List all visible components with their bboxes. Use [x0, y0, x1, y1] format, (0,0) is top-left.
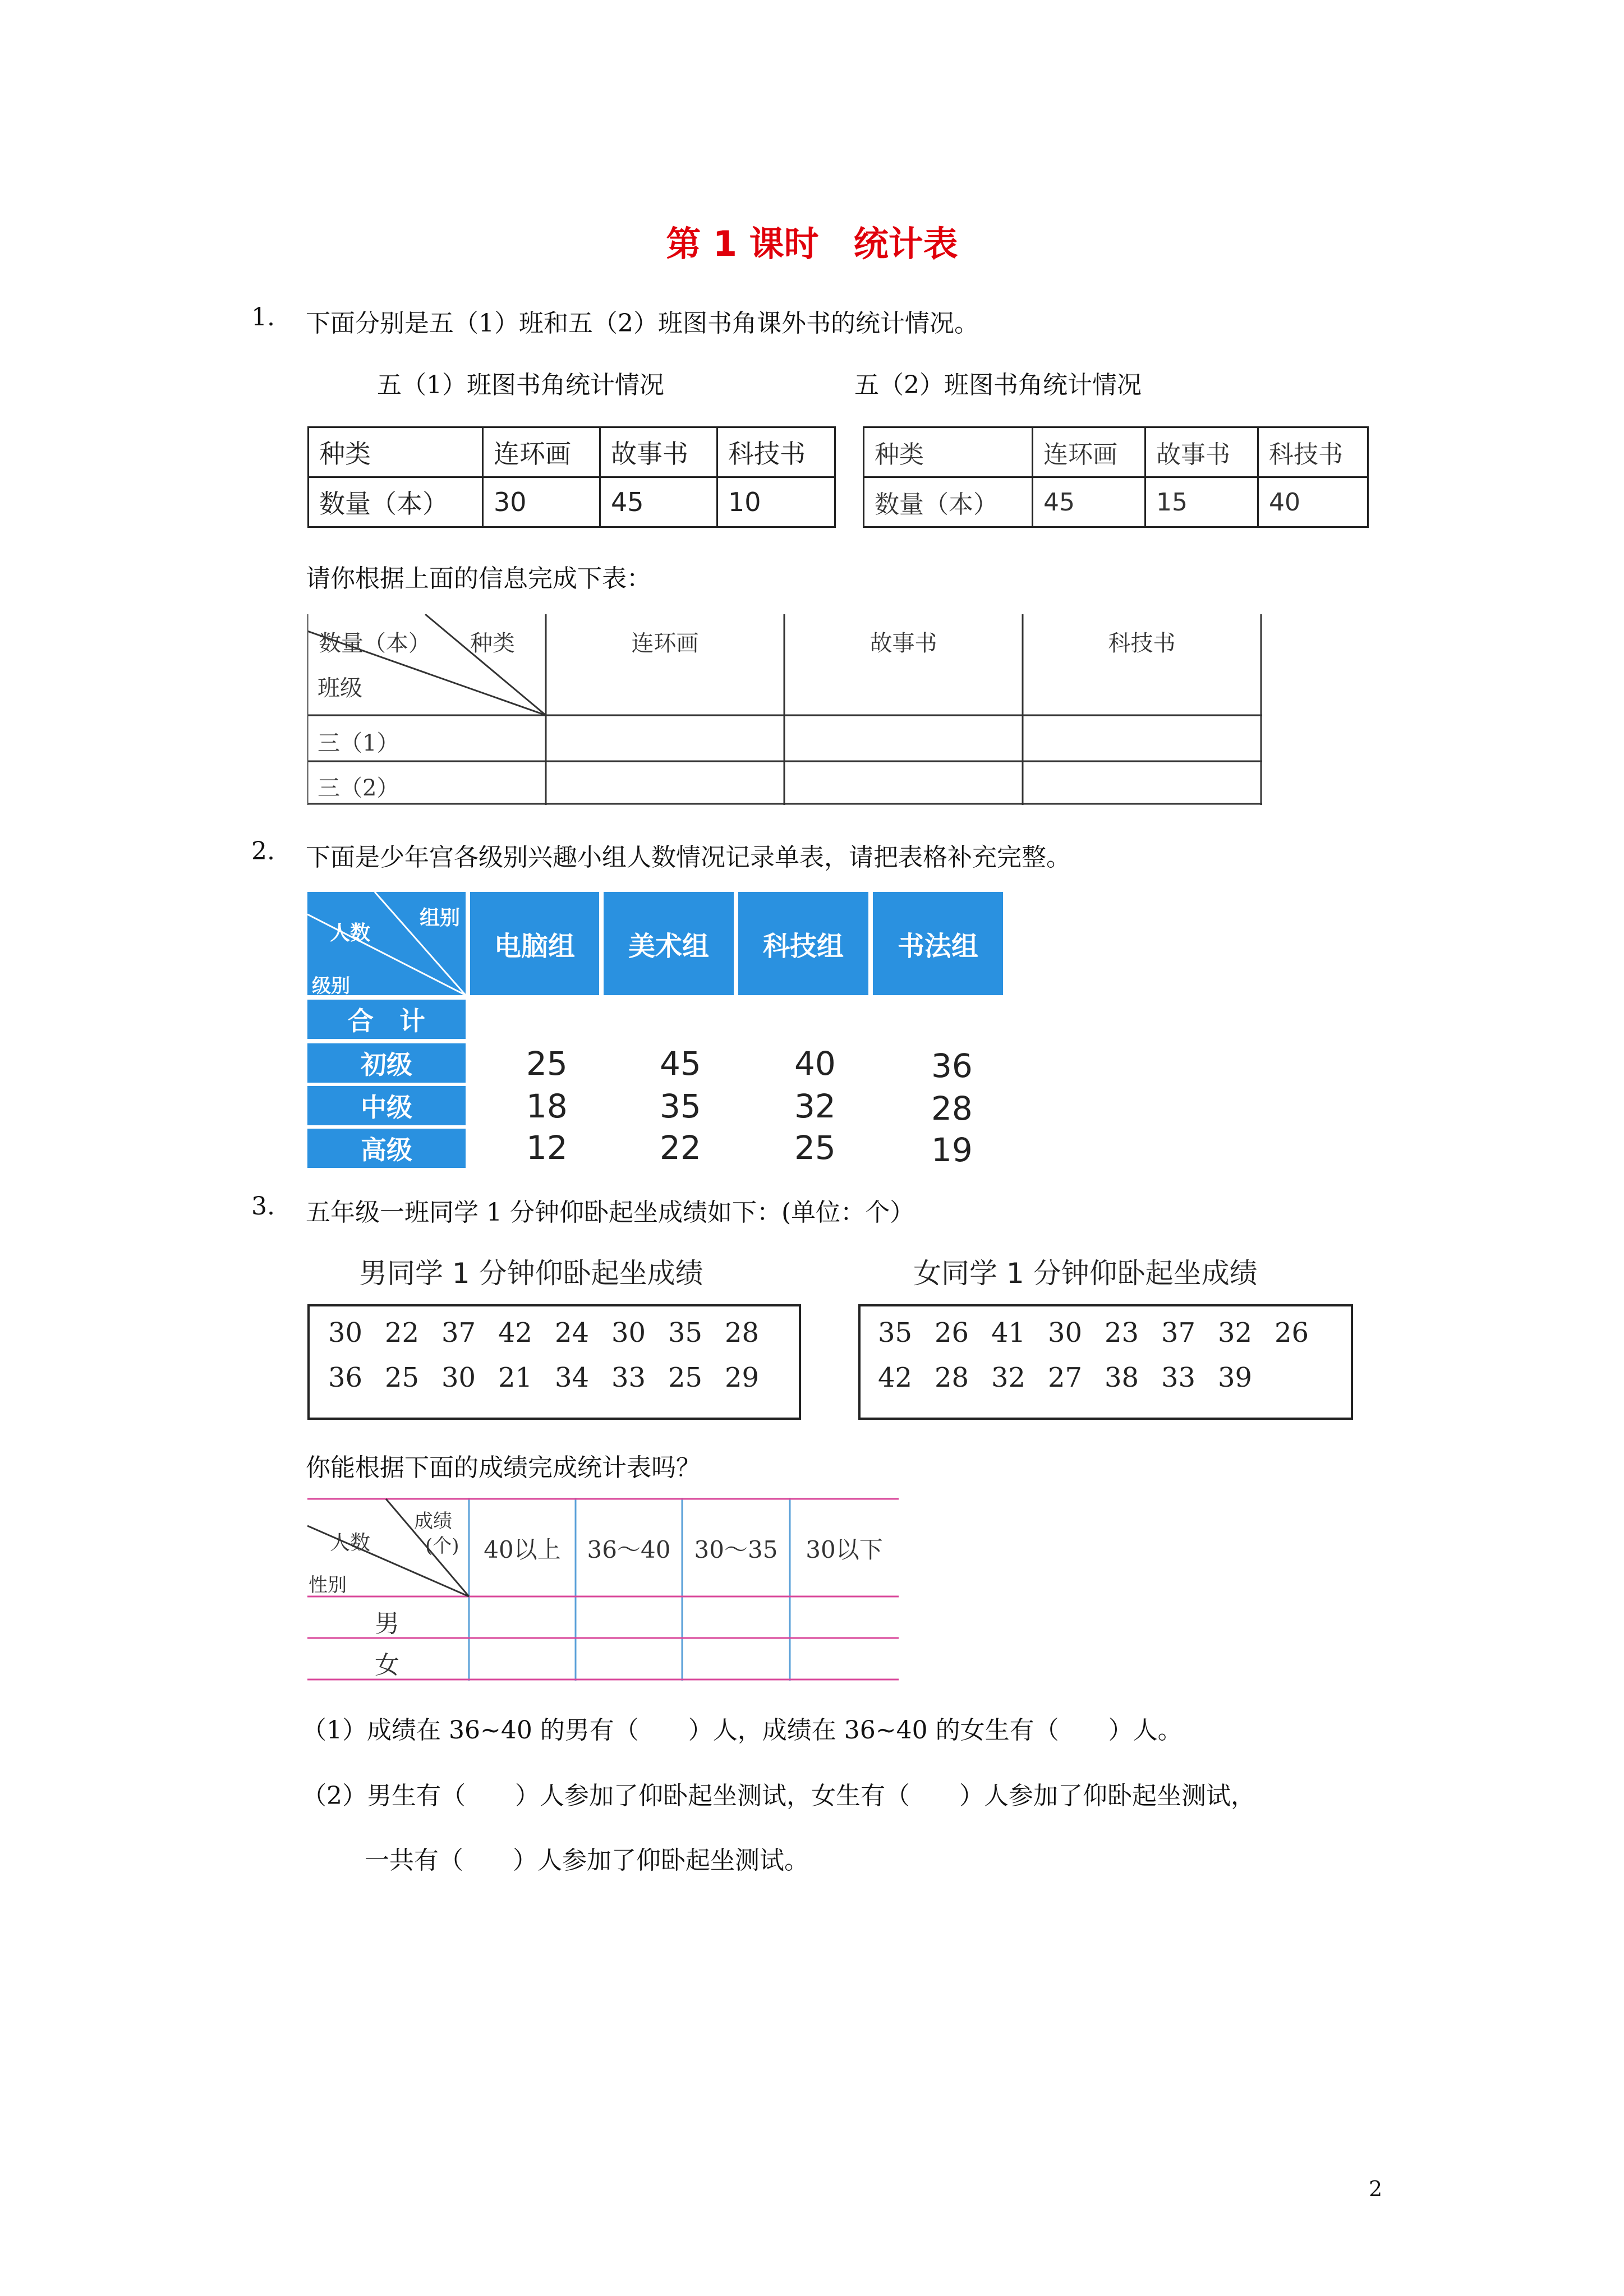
score-value: 29	[725, 1362, 760, 1393]
table-row	[864, 477, 1368, 527]
girls-caption: 女同学 1 分钟仰卧起坐成绩	[913, 1257, 1258, 1290]
column-header: 美术组	[604, 892, 734, 995]
column-header: 30～35	[694, 1536, 778, 1563]
value-cell: 22	[660, 1129, 701, 1167]
table-cell: 10	[717, 477, 835, 527]
q1-prompt: 请你根据上面的信息完成下表：	[306, 564, 651, 593]
column-header: 科技组	[738, 892, 868, 995]
q1-fill-table	[307, 614, 1262, 805]
score-value: 30	[441, 1362, 476, 1393]
score-value: 32	[1218, 1317, 1253, 1349]
table-cell: 故事书	[1145, 427, 1258, 477]
column-header: 30以下	[806, 1536, 883, 1563]
corner-label-score: 成绩	[414, 1510, 452, 1533]
value-cell: 36	[931, 1047, 973, 1085]
corner-label-unit: (个)	[425, 1535, 459, 1557]
score-value: 30	[1048, 1317, 1083, 1349]
table-row	[864, 427, 1368, 477]
value-cell: 35	[660, 1087, 701, 1125]
q2-text: 下面是少年宫各级别兴趣小组人数情况记录单表，请把表格补充完整。	[306, 843, 1071, 872]
score-value: 25	[385, 1362, 420, 1393]
score-value: 35	[878, 1317, 913, 1349]
score-value: 24	[555, 1317, 590, 1349]
table-cell: 45	[600, 477, 717, 527]
score-value: 26	[1275, 1317, 1309, 1349]
value-cell: 19	[931, 1131, 973, 1169]
score-value: 38	[1105, 1362, 1139, 1393]
score-value: 27	[1048, 1362, 1083, 1393]
value-cell: 28	[931, 1089, 973, 1128]
row-header-total: 合 计	[307, 1000, 466, 1039]
table-cell: 40	[1258, 477, 1368, 527]
q3-sub1: （1）成绩在 36~40 的男有（ ）人，成绩在 36~40 的女生有（ ）人。	[302, 1716, 1183, 1745]
score-value: 39	[1218, 1362, 1253, 1393]
page-number: 2	[1369, 2177, 1383, 2201]
q3-number: 3.	[251, 1192, 275, 1221]
column-header: 36～40	[587, 1536, 671, 1563]
table-cell: 种类	[864, 427, 1033, 477]
value-cell: 32	[794, 1087, 836, 1125]
q3-fill-table	[307, 1498, 899, 1683]
table-row	[309, 477, 835, 527]
q2-table	[307, 892, 1025, 1172]
table-cell: 连环画	[483, 427, 600, 477]
corner-label-people: 人数	[330, 922, 371, 945]
q3-sub2: （2）男生有（ ）人参加了仰卧起坐测试，女生有（ ）人参加了仰卧起坐测试，	[302, 1782, 1255, 1810]
column-header: 40以上	[484, 1536, 561, 1563]
score-value: 37	[441, 1317, 476, 1349]
q3-prompt: 你能根据下面的成绩完成统计表吗？	[306, 1453, 701, 1482]
q1-caption-right: 五（2）班图书角统计情况	[854, 371, 1142, 399]
score-value: 26	[935, 1317, 969, 1349]
table-cell: 科技书	[1258, 427, 1368, 477]
table-cell: 30	[483, 477, 600, 527]
score-value: 42	[878, 1362, 913, 1393]
score-value: 22	[385, 1317, 420, 1349]
row-header: 中级	[307, 1086, 466, 1125]
column-header: 电脑组	[470, 892, 599, 995]
score-value: 28	[935, 1362, 969, 1393]
q1-text: 下面分别是五（1）班和五（2）班图书角课外书的统计情况。	[306, 309, 979, 338]
corner-label-kind: 种类	[470, 631, 515, 656]
score-value: 25	[668, 1362, 703, 1393]
table-cell: 45	[1033, 477, 1145, 527]
column-header: 书法组	[873, 892, 1003, 995]
row-header: 三（2）	[318, 775, 399, 801]
corner-label-level: 级别	[312, 975, 350, 997]
q1-number: 1.	[251, 303, 275, 332]
score-value: 33	[611, 1362, 646, 1393]
value-cell: 18	[526, 1087, 568, 1125]
value-cell: 25	[526, 1045, 568, 1083]
value-cell: 45	[660, 1045, 701, 1083]
table-cell: 种类	[309, 427, 483, 477]
corner-label-group: 组别	[420, 907, 461, 930]
row-header: 女	[375, 1651, 399, 1680]
score-value: 33	[1161, 1362, 1196, 1393]
score-value: 30	[611, 1317, 646, 1349]
table-cell: 数量（本）	[309, 477, 483, 527]
corner-label-class: 班级	[318, 675, 362, 701]
corner-label-quantity: 数量（本）	[319, 631, 431, 656]
boys-caption: 男同学 1 分钟仰卧起坐成绩	[359, 1257, 703, 1290]
value-cell: 40	[794, 1045, 836, 1083]
table-cell: 15	[1145, 477, 1258, 527]
table-cell: 连环画	[1033, 427, 1145, 477]
score-value: 34	[555, 1362, 590, 1393]
value-cell: 12	[526, 1129, 568, 1167]
row-header: 三（1）	[318, 730, 399, 756]
column-header: 科技书	[1108, 631, 1176, 656]
value-cell: 25	[794, 1129, 836, 1167]
q1-table-class1	[307, 426, 836, 528]
score-value: 42	[498, 1317, 533, 1349]
score-value: 23	[1105, 1317, 1139, 1349]
table-cell: 科技书	[717, 427, 835, 477]
q3-text: 五年级一班同学 1 分钟仰卧起坐成绩如下：(单位：个）	[306, 1198, 915, 1227]
q2-number: 2.	[251, 837, 275, 866]
page-title: 第 1 课时 统计表	[666, 223, 958, 264]
score-value: 35	[668, 1317, 703, 1349]
q1-caption-left: 五（1）班图书角统计情况	[377, 371, 664, 399]
score-value: 21	[498, 1362, 533, 1393]
score-value: 36	[328, 1362, 363, 1393]
table-cell: 数量（本）	[864, 477, 1033, 527]
score-value: 30	[328, 1317, 363, 1349]
q1-table-class2	[863, 426, 1369, 528]
column-header: 故事书	[869, 631, 937, 656]
q3-sub2-cont: 一共有（ ）人参加了仰卧起坐测试。	[365, 1846, 809, 1875]
row-header: 男	[375, 1609, 399, 1638]
table-cell: 故事书	[600, 427, 717, 477]
row-header: 高级	[307, 1129, 466, 1168]
corner-label-gender: 性别	[309, 1574, 347, 1596]
column-header: 连环画	[631, 631, 699, 656]
corner-label-people: 人数	[330, 1531, 371, 1554]
score-value: 32	[991, 1362, 1026, 1393]
score-value: 28	[725, 1317, 760, 1349]
score-value: 37	[1161, 1317, 1196, 1349]
score-value: 41	[991, 1317, 1026, 1349]
row-header: 初级	[307, 1043, 466, 1083]
table-row	[309, 427, 835, 477]
